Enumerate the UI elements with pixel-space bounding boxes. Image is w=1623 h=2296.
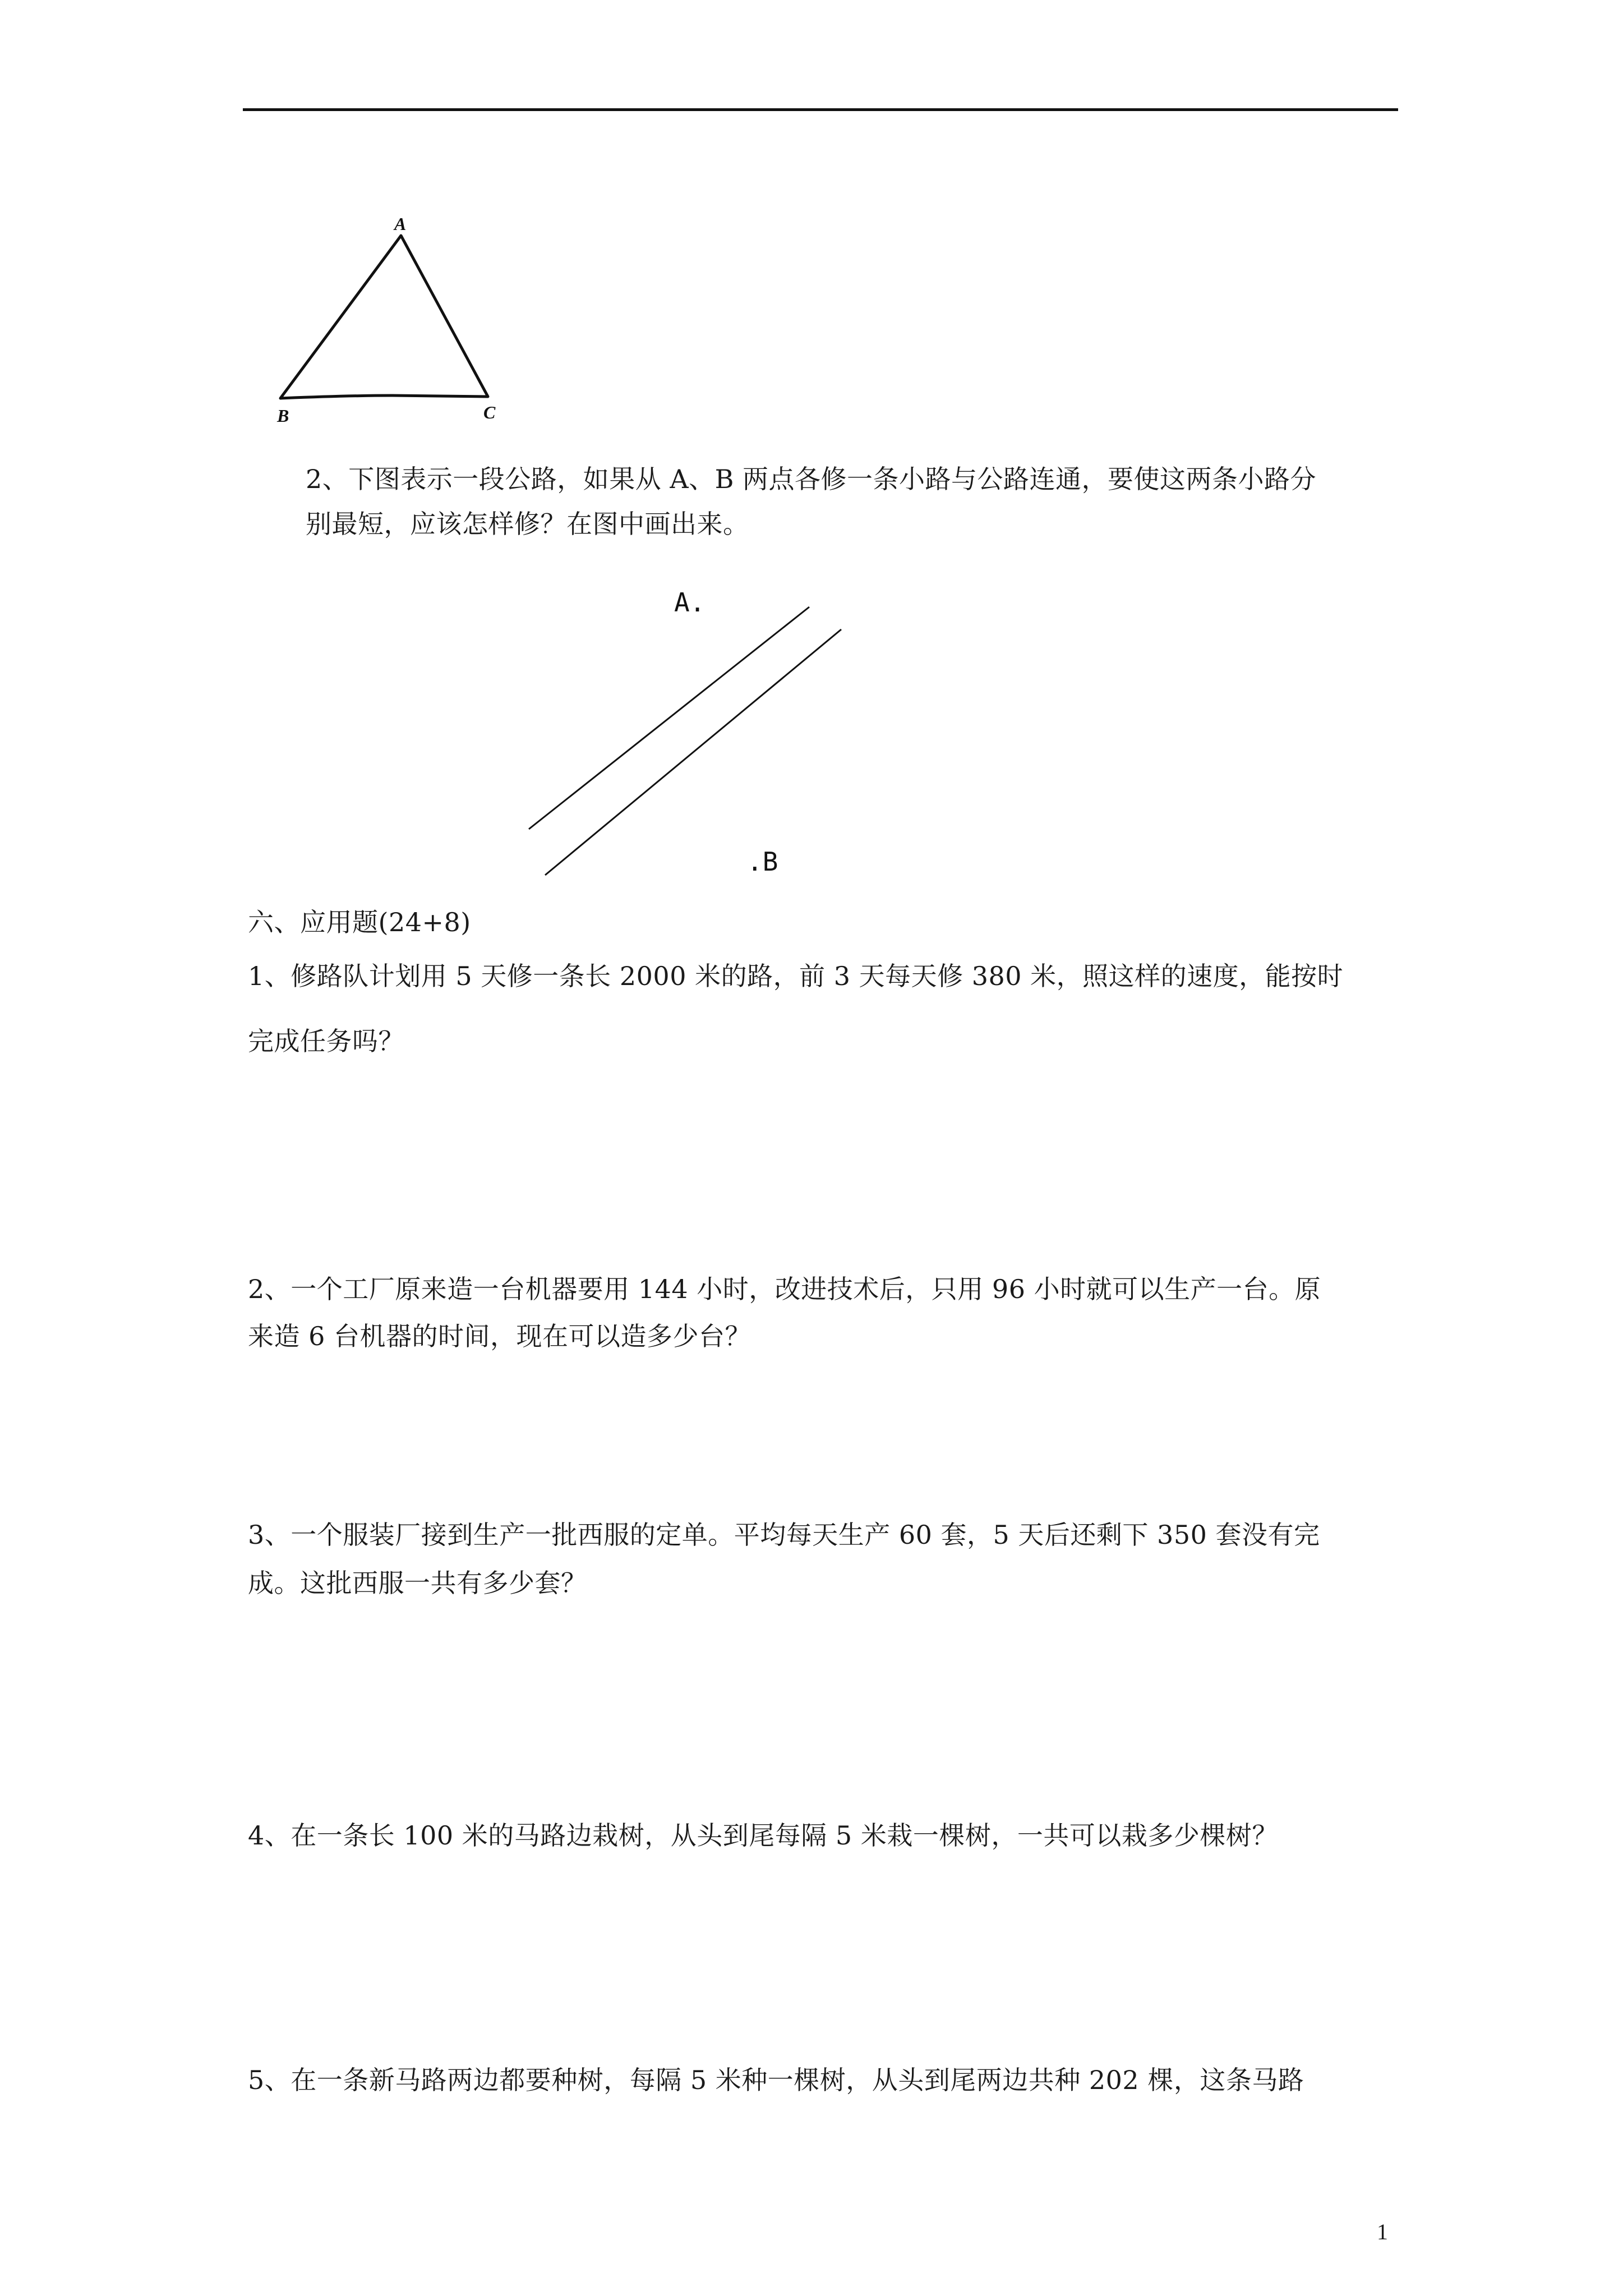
road-edge-lower <box>545 629 841 875</box>
point-a-label: A. <box>674 587 706 618</box>
problem-3-line-2: 成。这批西服一共有多少套？ <box>248 1568 587 1598</box>
problem-2-line-1: 2、一个工厂原来造一台机器要用 144 小时，改进技术后，只用 96 小时就可以生产一台。原 <box>248 1274 1321 1304</box>
problem-5-line-1: 5、在一条新马路两边都要种树，每隔 5 米种一棵树，从头到尾两边共种 202 棵，这条马路 <box>248 2065 1304 2095</box>
question-2-line-1: 2、下图表示一段公路，如果从 A、B 两点各修一条小路与公路连通，要使这两条小路分 <box>306 464 1317 494</box>
road-edge-upper <box>529 607 809 829</box>
triangle-figure <box>264 213 533 426</box>
triangle-shape <box>280 236 488 398</box>
problem-1-line-1: 1、修路队计划用 5 天修一条长 2000 米的路，前 3 天每天修 380 米，照这样的速度，能按时 <box>248 961 1344 991</box>
problem-4-line-1: 4、在一条长 100 米的马路边栽树，从头到尾每隔 5 米栽一棵树，一共可以栽多少棵树？ <box>248 1820 1278 1851</box>
vertex-b-label: B <box>277 406 289 426</box>
road-figure <box>505 583 886 898</box>
question-2-line-2: 别最短，应该怎样修？在图中画出来。 <box>306 509 749 539</box>
vertex-a-label: A <box>394 214 407 234</box>
problem-1-line-2: 完成任务吗？ <box>248 1026 404 1056</box>
header-rule <box>243 108 1398 111</box>
problem-3-line-1: 3、一个服装厂接到生产一批西服的定单。平均每天生产 60 套，5 天后还剩下 350 套没有完 <box>248 1520 1320 1550</box>
vertex-c-label: C <box>483 402 496 422</box>
problem-2-line-2: 来造 6 台机器的时间，现在可以造多少台？ <box>248 1321 751 1351</box>
page-number: 1 <box>1377 2219 1388 2244</box>
section-six-heading: 六、应用题(24+8) <box>248 907 471 937</box>
point-b-label: .B <box>747 846 778 877</box>
